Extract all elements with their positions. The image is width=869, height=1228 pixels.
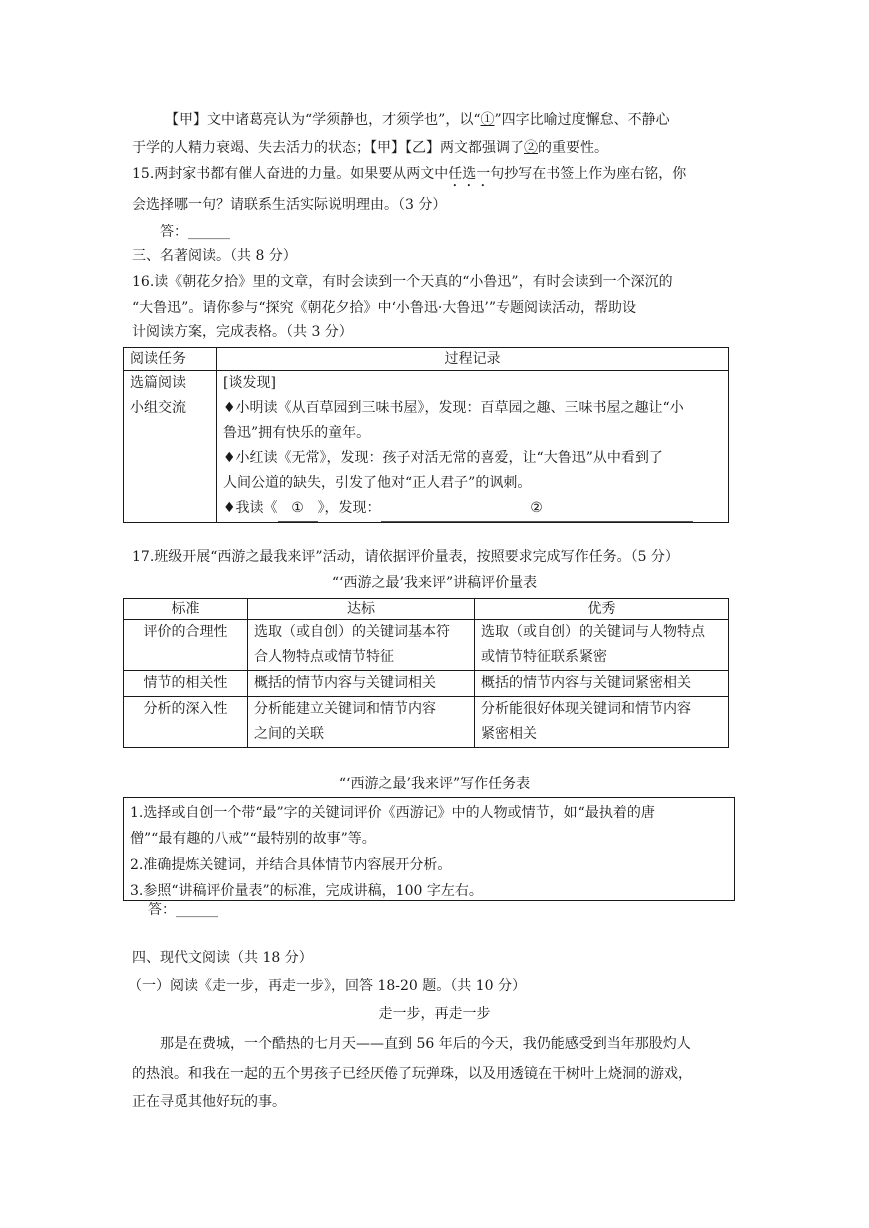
question-15: 15.两封家书都有催人奋进的力量。如果要从两文中任选一句抄写在书签上作为座右铭，你	[132, 166, 687, 182]
table-cell: 选篇阅读 小组交流	[124, 371, 217, 523]
task-item: 1.选择或自创一个带“最”字的关键词评价《西游记》中的人物或情节，如“最执着的唐	[130, 805, 655, 821]
table-cell: 评价的合理性	[124, 620, 248, 671]
passage-line: 那是在费城，一个酷热的七月天——直到 56 年后的今天，我仍能感受到当年那股灼人	[160, 1036, 691, 1052]
table-header: 阅读任务	[124, 348, 217, 371]
text-line: “大鲁迅”。请你参与“探究《朝花夕拾》中‘小鲁迅·大鲁迅’”专题阅读活动，帮助设	[132, 300, 636, 316]
answer-blank[interactable]: 答：______	[160, 224, 230, 240]
task-item: 2.准确提炼关键词，并结合具体情节内容展开分析。	[130, 857, 452, 873]
table-cell: 概括的情节内容与关键词紧密相关	[475, 671, 729, 697]
fill-in-row: ♦我读《 ① 》，发现： ②	[223, 496, 722, 522]
fill-blank-1[interactable]: ①	[278, 496, 318, 522]
task-item: 僧”“最有趣的八戒”“最特别的故事”等。	[130, 831, 376, 847]
emphasis-text: 任选一	[448, 166, 491, 182]
table-cell: 情节的相关性	[124, 671, 248, 697]
table-header: 标准	[124, 599, 248, 620]
section-heading: 三、名著阅读。（共 8 分）	[132, 248, 297, 264]
text-line: 会选择哪一句？请联系生活实际说明理由。（3 分）	[132, 197, 447, 213]
blank-marker: ①	[480, 112, 495, 128]
passage-title: 走一步，再走一步	[378, 1006, 491, 1022]
answer-blank[interactable]: 答：______	[148, 902, 218, 918]
fill-blank-2[interactable]: ②	[381, 496, 693, 522]
table-cell: [谈发现] ♦小明读《从百草园到三味书屋》，发现：百草园之趣、三味书屋之趣让“小 鲁迅”拥有快乐的童年。 ♦小红读《无常》，发现：孩子对活无常的喜爱，让“大鲁迅”从中看到了 人间公道的缺失，引发了他对“正人君子”的讽刺。 ♦我读《 ① 》，发现： ②	[217, 371, 729, 523]
table-title: “‘西游之最’我来评”讲稿评价量表	[331, 575, 538, 591]
table-cell: 概括的情节内容与关键词相关	[248, 671, 475, 697]
table-cell: 分析能很好体现关键词和情节内容 紧密相关	[475, 697, 729, 748]
text-line: 计阅读方案，完成表格。（共 3 分）	[132, 324, 353, 340]
table-cell: 分析能建立关键词和情节内容 之间的关联	[248, 697, 475, 748]
question-17: 17.班级开展“西游之最我来评”活动，请依据评价量表，按照要求完成写作任务。（5 分）	[132, 549, 679, 565]
table-header: 过程记录	[217, 348, 729, 371]
table-cell: 选取（或自创）的关键词基本符 合人物特点或情节特征	[248, 620, 475, 671]
table-header: 达标	[248, 599, 475, 620]
text-line: 于学的人精力衰竭、失去活力的状态；【甲】【乙】两文都强调了②的重要性。	[132, 140, 608, 156]
evaluation-table	[123, 598, 729, 748]
section-heading: 四、现代文阅读（共 18 分）	[132, 950, 313, 966]
text-line: 【甲】文中诸葛亮认为“学须静也，才须学也”，以“①”四字比喻过度懈怠、不静心	[165, 112, 670, 128]
table-cell: 选取（或自创）的关键词与人物特点 或情节特征联系紧密	[475, 620, 729, 671]
task-item: 3.参照“讲稿评价量表”的标准，完成讲稿，100 字左右。	[130, 883, 483, 899]
table-title: “‘西游之最’我来评”写作任务表	[338, 776, 531, 792]
table-header: 优秀	[475, 599, 729, 620]
question-16: 16.读《朝花夕拾》里的文章，有时会读到一个天真的“小鲁迅”，有时会读到一个深沉的	[132, 274, 673, 290]
writing-task-box	[123, 797, 735, 901]
passage-line: 的热浪。和我在一起的五个男孩子已经厌倦了玩弹珠，以及用透镜在干树叶上烧洞的游戏，	[132, 1066, 692, 1082]
reading-plan-table	[123, 347, 729, 523]
sub-heading: （一）阅读《走一步，再走一步》，回答 18-20 题。（共 10 分）	[128, 978, 526, 994]
passage-line: 正在寻觅其他好玩的事。	[132, 1094, 286, 1110]
blank-marker: ②	[524, 140, 538, 156]
table-cell: 分析的深入性	[124, 697, 248, 748]
